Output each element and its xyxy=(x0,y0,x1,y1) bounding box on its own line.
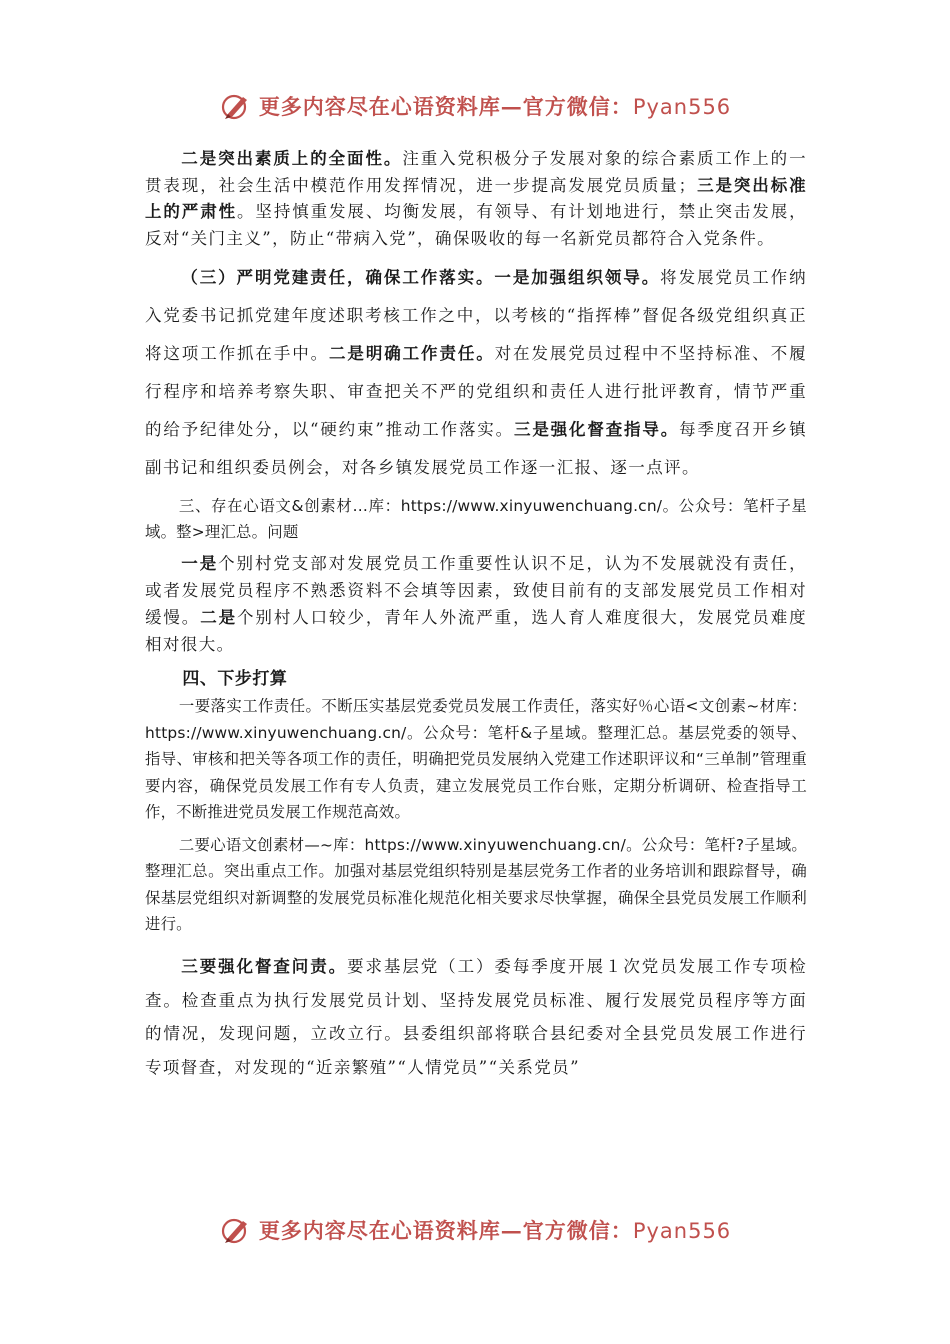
paragraph-text: 个别村人口较少，青年人外流严重，选人育人难度很大，发展党员难度相对很大。 xyxy=(145,607,807,654)
paragraph-text: 将发展党员工作纳入党委书记抓党建年度述职考核工作之中，以考核的“指挥棒”督促各级党组织真正将这项工作抓在手中。 xyxy=(145,267,807,363)
paragraph-text: 要求基层党（工）委每季度开展１次党员发展工作专项检查。检查重点为执行发展党员计划、坚持发展党员标准、履行发展党员程序等方面的情况，发现问题，立改立行。县委组织部将联合县纪委对全县党员发展工作进行专项督查，对发现的“近亲繁殖”“人情党员”“关系党员” xyxy=(145,956,807,1078)
paragraph-plan-three xyxy=(145,950,807,1085)
paragraph-text: 注重入党积极分子发展对象的综合素质工作上的一贯表现，社会生活中模范作用发挥情况，进一步提高发展党员质量； xyxy=(145,149,807,195)
footer-banner-wechat-id: Pyan556 xyxy=(632,1219,732,1243)
bold-lead: 二是 xyxy=(200,607,238,627)
paragraph-plan-two: 二要心语文创素材—~库：https://www.xinyuwenchuang.cn/。公众号：笔杆?子星域。整理汇总。突出重点工作。加强对基层党组织特别是基层党务工作者的业务培训和跟踪督导，确保基层党组织对新调整的发展党员标准化规范化相关要求尽快掌握，确保全县党员发展工作顺利进行。 xyxy=(145,835,807,934)
section-three-heading-line: 三、存在心语文&创素材…库：https://www.xinyuwenchuang.cn/。公众号：笔杆子星域。整>理汇总。问题 xyxy=(145,496,807,541)
paragraph-text: 每季度召开乡镇副书记和组织委员例会，对各乡镇发展党员工作逐一汇报、逐一点评。 xyxy=(145,419,807,477)
paragraph-problems xyxy=(145,551,807,658)
bold-lead: 三是强化督查指导。 xyxy=(514,419,680,439)
section-four-heading: 四、下步打算 xyxy=(182,669,288,690)
document-body xyxy=(145,146,807,1085)
footer-banner-text xyxy=(259,1215,731,1245)
footer-banner xyxy=(0,1208,950,1252)
header-banner-wechat-id: Pyan556 xyxy=(632,95,732,119)
paragraph-responsibility xyxy=(145,259,807,487)
header-banner-label: 更多内容尽在心语资料库—官方微信： xyxy=(258,94,633,119)
bold-lead: 二是明确工作责任。 xyxy=(329,343,495,363)
paragraph-text: 对在发展党员过程中不坚持标准、不履行程序和培养考察失职、审查把关不严的党组织和责任人进行批评教育，情节严重的给予纪律处分，以“硬约束”推动工作落实。 xyxy=(145,343,807,439)
paragraph-text: 个别村党支部对发展党员工作重要性认识不足，认为不发展就没有责任，或者发展党员程序不熟悉资料不会填等因素，致使目前有的支部发展党员工作相对缓慢。 xyxy=(145,554,807,627)
pen-logo-icon xyxy=(219,89,253,123)
bold-lead: 二是突出素质上的全面性。 xyxy=(181,149,403,168)
paragraph-quality xyxy=(145,146,807,253)
header-banner xyxy=(0,84,950,128)
bold-lead: 一是 xyxy=(181,554,219,574)
paragraph-plan-one: 一要落实工作责任。不断压实基层党委党员发展工作责任，落实好％心语<文创素~材库：https://www.xinyuwenchuang.cn/。公众号：笔杆&子星域。整理汇总。基层党委的领导、指导、审核和把关等各项工作的责任，明确把党员发展纳入党建工作述职评议和“三单制”管理重要内容，确保党员发展工作有专人负责，建立发展党员工作台账，定期分析调研、检查指导工作，不断推进党员发展工作规范高效。 xyxy=(145,697,807,822)
bold-lead: 三要强化督查问责。 xyxy=(181,956,348,976)
pen-logo-icon xyxy=(219,1213,253,1247)
header-banner-text xyxy=(259,91,731,121)
footer-banner-label: 更多内容尽在心语资料库—官方微信： xyxy=(258,1218,633,1243)
bold-lead: 三是突出标准上的严肃性 xyxy=(145,175,807,222)
bold-lead: （三）严明党建责任，确保工作落实。一是加强组织领导。 xyxy=(181,267,661,287)
paragraph-text: 。坚持慎重发展、均衡发展，有领导、有计划地进行，禁止突击发展，反对“关门主义”，防止“带病入党”，确保吸收的每一名新党员都符合入党条件。 xyxy=(145,202,807,249)
